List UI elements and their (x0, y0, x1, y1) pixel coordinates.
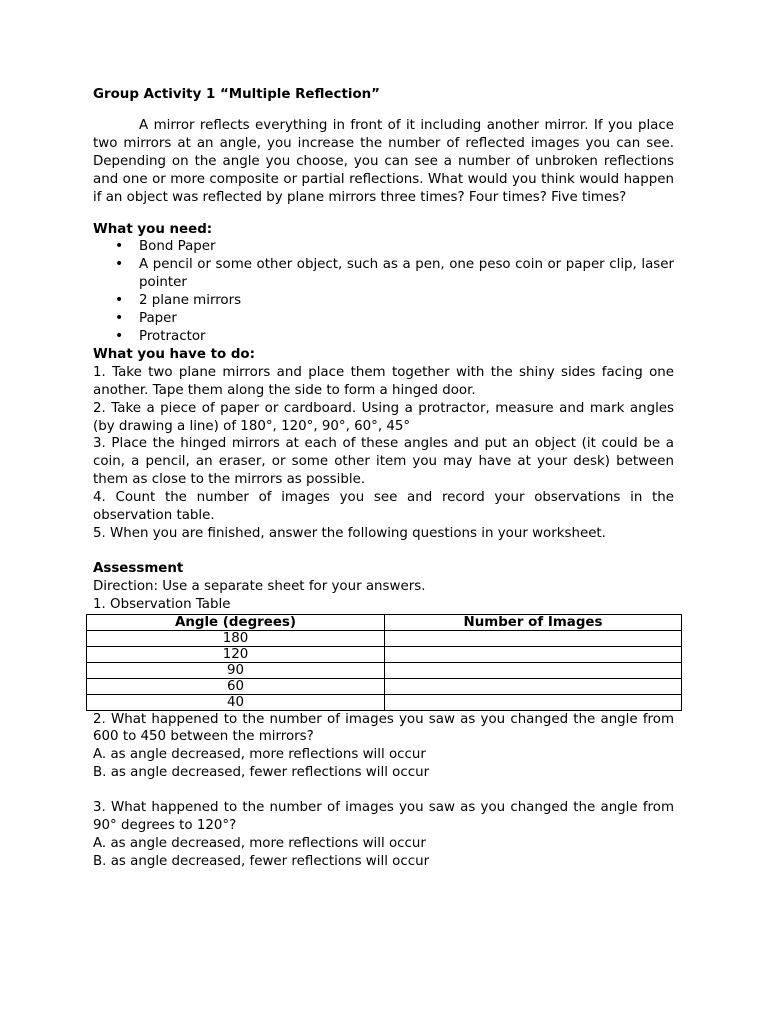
bullet-icon: • (115, 238, 124, 255)
step-item: 5. When you are finished, answer the following questions in your worksheet. (93, 525, 606, 541)
option-b[interactable]: B. as angle decreased, fewer reflections will occur (93, 853, 430, 869)
step-item: 3. Place the hinged mirrors at each of these angles and put an object (it could be a coin, a pencil, an eraser, or some other item you may have at your desk) between them as close to the mirrors as possible. (93, 436, 674, 488)
bullet-icon: • (115, 292, 124, 309)
observation-table (86, 614, 682, 711)
document-page (93, 86, 674, 871)
list-item (93, 310, 674, 328)
angle-cell: 60 (87, 678, 385, 694)
intro-paragraph: A mirror reflects everything in front of it including another mirror. If you place two mirrors at an angle, you increase the number of reflected images you can see. Depending on the angle you choose, you can see a number of unbroken reflections and one or more composite or partial reflections. What would you think would happen if an object was reflected by plane mirrors three times? Four times? Five times? (93, 118, 674, 205)
bullet-icon: • (115, 310, 124, 327)
angle-cell: 180 (87, 630, 385, 646)
table-row (87, 694, 682, 710)
material-text: Protractor (139, 328, 206, 344)
what-you-need-heading: What you need: (93, 221, 213, 237)
procedure-steps (93, 364, 674, 543)
table-row (87, 662, 682, 678)
angle-cell: 120 (87, 646, 385, 662)
material-text: A pencil or some other object, such as a pen, one peso coin or paper clip, laser pointer (139, 257, 674, 291)
material-text: Paper (139, 311, 177, 327)
direction-text: Direction: Use a separate sheet for your answers. (93, 578, 426, 594)
question-2 (93, 711, 674, 783)
material-text: Bond Paper (139, 239, 216, 255)
option-a[interactable]: A. as angle decreased, more reflections will occur (93, 836, 426, 851)
images-cell[interactable] (385, 630, 682, 646)
images-cell[interactable] (385, 646, 682, 662)
list-item (93, 238, 674, 256)
option-a[interactable]: A. as angle decreased, more reflections will occur (93, 747, 426, 763)
list-item (93, 328, 674, 346)
list-item (93, 256, 674, 292)
activity-title: Group Activity 1 “Multiple Reflection” (93, 87, 380, 102)
images-cell[interactable] (385, 678, 682, 694)
table-row (87, 630, 682, 646)
question-text: 2. What happened to the number of images you saw as you changed the angle from 600 to 450 between the mirrors? (93, 711, 674, 745)
table-row (87, 646, 682, 662)
materials-list (93, 238, 674, 345)
bullet-icon: • (115, 256, 124, 273)
step-item: 1. Take two plane mirrors and place them together with the shiny sides facing one another. Tape them along the side to form a hinged door. (93, 364, 674, 398)
option-b[interactable]: B. as angle decreased, fewer reflections will occur (93, 765, 430, 781)
bullet-icon: • (115, 327, 124, 344)
material-text: 2 plane mirrors (139, 293, 242, 309)
images-cell[interactable] (385, 694, 682, 710)
table-row (87, 678, 682, 694)
step-item: 4. Count the number of images you see and record your observations in the observation table. (93, 490, 674, 524)
question-3 (93, 799, 674, 871)
angle-cell: 90 (87, 662, 385, 678)
assessment-heading: Assessment (93, 560, 184, 576)
question-text: 3. What happened to the number of images you saw as you changed the angle from 90° degrees to 120°? (93, 800, 674, 834)
table-header-row (87, 614, 682, 630)
list-item (93, 292, 674, 310)
what-to-do-heading: What you have to do: (93, 346, 255, 362)
angle-cell: 40 (87, 694, 385, 710)
images-cell[interactable] (385, 662, 682, 678)
header-angle: Angle (degrees) (87, 614, 385, 630)
table-label: 1. Observation Table (93, 596, 231, 612)
step-item: 2. Take a piece of paper or cardboard. Using a protractor, measure and mark angles (by drawing a line) of 180°, 120°, 90°, 60°, 45° (93, 400, 674, 434)
header-number-of-images: Number of Images (385, 614, 682, 630)
